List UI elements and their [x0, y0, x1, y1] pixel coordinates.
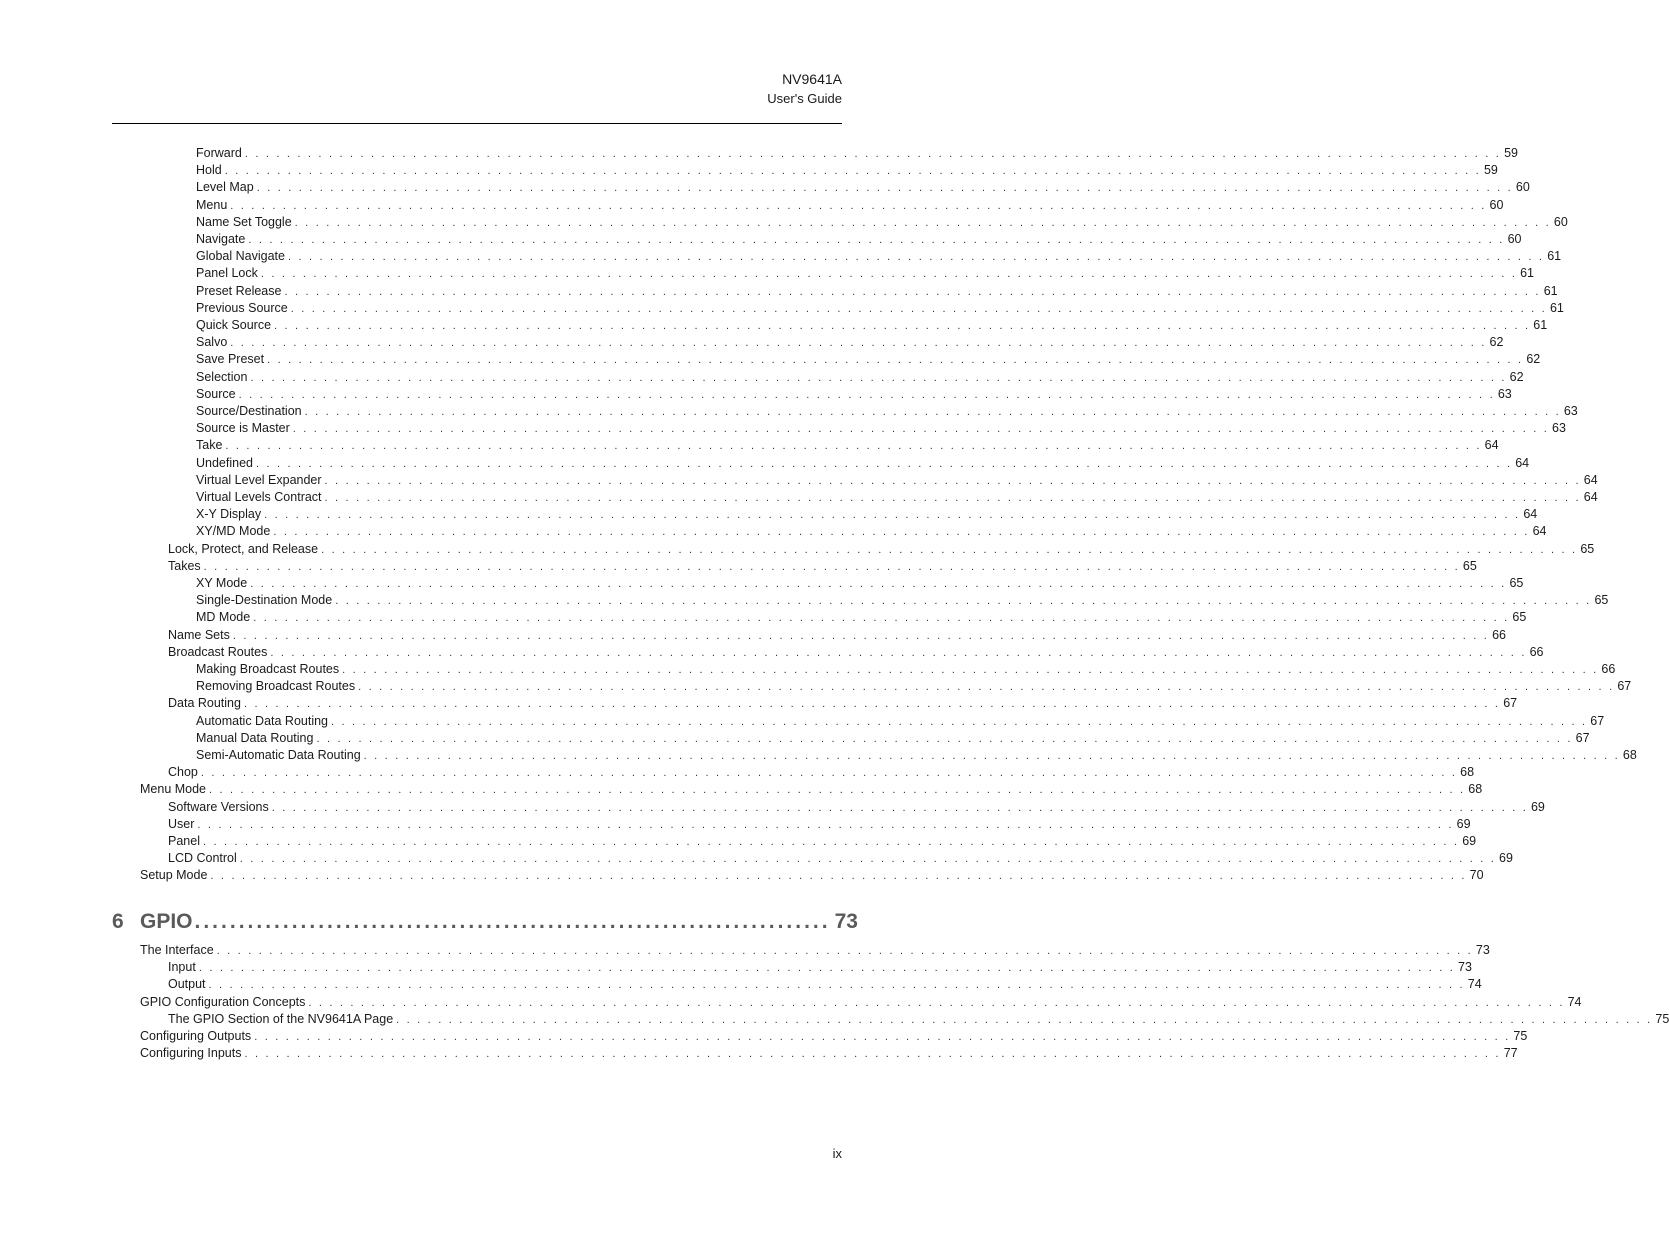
dot-leader: . . . . . . . . . . . . . . . . . . . . . . . . . . . . . . . . . . . . . . . . . . . . . . . . . . . . . . . . . . . . . . . . . . . . . . . . . . . . . . . . . . . . . . . . . . . . . . . . . . . . . . . . . . . . . . . . . . . . . . . .	[260, 268, 1518, 281]
toc-entry-page: 60	[1489, 197, 1504, 212]
document-title: User's Guide	[767, 91, 842, 106]
toc-entry-label: Navigate	[196, 232, 246, 246]
toc-entry-label: Name Sets	[168, 627, 230, 642]
toc-entry-label: XY Mode	[196, 576, 248, 590]
dot-leader: . . . . . . . . . . . . . . . . . . . . . . . . . . . . . . . . . . . . . . . . . . . . . . . . . . . . . . . . . . . . . . . . . . . . . . . . . . . . . . . . . . . . . . . . . . . . . . . . . . . . . . . . . . . . . . . . . . . . . . . .	[198, 962, 1456, 975]
dot-leader: . . . . . . . . . . . . . . . . . . . . . . . . . . . . . . . . . . . . . . . . . . . . . . . . . . . . . . . . . . . . . . . . . . . . . . . . . . . . . . . . . . . . . . . . . . . . . . . . . . . . . . . . . . . . . . . . . . . . . . . .	[363, 750, 1620, 762]
toc-entry-page: 60	[1553, 214, 1568, 229]
toc-entry[interactable]	[196, 214, 1568, 231]
toc-entry-label: The Interface	[140, 943, 214, 957]
toc-entry[interactable]	[196, 523, 1547, 540]
toc-entry[interactable]	[196, 231, 1522, 248]
toc-entry[interactable]	[196, 265, 1534, 282]
dot-leader: . . . . . . . . . . . . . . . . . . . . . . . . . . . . . . . . . . . . . . . . . . . . . . . . . . . . . . . . . . . . . . . . . . . . . . . . . . . . . . . . . . . . . . . . . . . . . . . . . . . . . . . . . . . . . . . . . . . . . . . .	[197, 818, 1454, 831]
toc-entry-page: 67	[1503, 696, 1518, 711]
toc-entry-label: Name Set Toggle	[196, 214, 292, 229]
dot-leader: . . . . . . . . . . . . . . . . . . . . . . . . . . . . . . . . . . . . . . . . . . . . . . . . . . . . . . . . . . . . . . . . . . . . . . . . . . . . . . . . . . . . . . . . . . . . . . . . . . . . . . . . . . . . . . . . . . . . . . . .	[243, 698, 1501, 711]
dot-leader: . . . . . . . . . . . . . . . . . . . . . . . . . . . . . . . . . . . . . . . . . . . . . . . . . . . . . . . . . . . . . . . . . . . . . . . . . . . . . . . . . . . . . . . . . . . . . . . . . . . . . . . . . . . . . . . . . . . . . . . .	[210, 870, 1467, 883]
dot-leader: . . . . . . . . . . . . . . . . . . . . . . . . . . . . . . . . . . . . . . . . . . . . . . . . . . . . . . . . . . . . . . . . . . . . . . . . . . . . . . . . . . . . . . . . . . . . . . . . . . . . . . . . . . . . . . . . . . . . . . . .	[321, 543, 1578, 556]
toc-entry[interactable]	[140, 994, 1582, 1011]
toc-entry-label: Automatic Data Routing	[196, 713, 329, 728]
toc-entry-label: Virtual Level Expander	[196, 472, 322, 487]
toc-entry[interactable]	[196, 420, 1566, 437]
toc-entry[interactable]	[196, 317, 1548, 334]
toc-entry-page: 66	[1601, 662, 1616, 676]
toc-entry[interactable]	[196, 248, 1562, 265]
toc-entry-page: 64	[1515, 455, 1530, 470]
toc-entry-page: 62	[1526, 352, 1541, 367]
dot-leader: . . . . . . . . . . . . . . . . . . . . . . . . . . . . . . . . . . . . . . . . . . . . . . . . . . . . . . . . . . . . . . . . . . . . . . . . . . . . . . . . . . . . . . . . . . . . . . . . . . . . . . . . . . . . . . . . . . . . . . . .	[331, 715, 1588, 728]
toc-entry[interactable]	[196, 351, 1541, 368]
toc-entry[interactable]	[168, 695, 1518, 712]
toc-entry-page: 61	[1520, 266, 1534, 281]
toc-entry-label: Single-Destination Mode	[196, 593, 333, 608]
toc-entry-label: Semi-Automatic Data Routing	[196, 748, 361, 762]
dot-leader: . . . . . . . . . . . . . . . . . . . . . . . . . . . . . . . . . . . . . . . . . . . . . . . . . . . . . . . . . . . . . . . . . . . . . . . . . . . . . . . . . . . . . . . . . . . . . . . . . . . . . . . . . . . . . . . . . . . . . . . .	[287, 251, 1545, 264]
toc-entry-label: Lock, Protect, and Release	[168, 541, 319, 556]
toc-entry-label: Source is Master	[196, 421, 290, 436]
toc-entry[interactable]	[196, 609, 1527, 626]
toc-entry-page: 70	[1469, 868, 1484, 883]
toc-entry-label: Preset Release	[196, 283, 282, 298]
toc-entry-page: 65	[1509, 576, 1524, 590]
toc-entry[interactable]	[140, 781, 1483, 798]
running-header	[767, 70, 842, 108]
toc-entry[interactable]	[196, 678, 1632, 695]
dot-leader: . . . . . . . . . . . . . . . . . . . . . . . . . . . . . . . . . . . . . . . . . . . . . . . . . . . . . . . . . . . . . . . . . . . . . . . . . . . . . . . . . . . . . . . . . . . . . . . . . . . . . . . . . . . . . . . . . . . . . . . .	[230, 337, 1487, 350]
toc-entry-label: LCD Control	[168, 851, 237, 866]
product-name: NV9641A	[782, 71, 842, 87]
toc-entry-label: Removing Broadcast Routes	[196, 679, 356, 694]
toc-entry-page: 62	[1489, 335, 1504, 350]
toc-entry-page: 59	[1504, 146, 1518, 160]
dot-leader: . . . . . . . . . . . . . . . . . . . . . . . . . . . . . . . . . . . . . . . . . . . . . . . . . . . . . . . . . . . . . . . . . . . . . . . . . . . . . . . . . . . . . . . . . . . . . . . . . . . . . . . . . . . . . . . . . . . . . . . .	[324, 474, 1581, 487]
dot-leader: . . . . . . . . . . . . . . . . . . . . . . . . . . . . . . . . . . . . . . . . . . . . . . . . . . . . . . . . . . . . . . . . . . . . . . . . . . . . . . . . . . . . . . . . . . . . . . . . . . . . . . . . . . . . . . . . . . . . . . . .	[209, 784, 1466, 797]
toc-entry-page: 68	[1622, 748, 1637, 762]
dot-leader: . . . . . . . . . . . . . . . . . . . . . . . . . . . . . . . . . . . . . . . . . . . . . . . . . . . . . . . . . . . . . . . . . . . . . . . . . . . . . . . . . . . . . . . . . . . . . . . . . . . . . . . . . . . . . . . . . . . . . . . .	[202, 836, 1460, 848]
toc-entry-label: Hold	[196, 163, 222, 178]
toc-entry-label: Menu Mode	[140, 782, 207, 797]
toc-entry[interactable]	[168, 816, 1471, 833]
toc-entry[interactable]	[196, 162, 1498, 179]
toc-entry-label: MD Mode	[196, 610, 251, 625]
dot-leader: . . . . . . . . . . . . . . . . . . . . . . . . . . . . . . . . . . . . . . . . . . . . . . . . . . . . . . . . . . . . . . . . . . . . . . . . . . . . . . . . . . . . . . . . . . . . . . . . . . . . . . . . . . . . . . . . . . . . . . . .	[342, 664, 1599, 676]
toc-entry-label: Global Navigate	[196, 249, 285, 264]
toc-entry-page: 64	[1583, 472, 1598, 487]
toc-entry-page: 65	[1512, 610, 1527, 625]
dot-leader: . . . . . . . . . . . . . . . . . . . . . . . . . . . . . . . . . . . . . . . . . . . . . . . . . . . . . . . . . . . . . . . . . . . . . . . . . . . . . . . . . . . . . . . . . . . . . . . . . . . . . . . . . . . . . . . . . . . . . . . .	[244, 148, 1502, 160]
toc-entry[interactable]	[196, 747, 1637, 764]
toc-entry[interactable]	[196, 575, 1524, 592]
toc-entry-label: Save Preset	[196, 352, 265, 367]
toc-entry-label: Manual Data Routing	[196, 730, 314, 745]
toc-entry-label: Source/Destination	[196, 404, 302, 418]
toc-entry[interactable]	[196, 437, 1499, 454]
toc-entry[interactable]	[196, 369, 1524, 386]
toc-entry[interactable]	[168, 644, 1544, 661]
toc-entry-page: 69	[1456, 816, 1471, 831]
toc-entry-page: 67	[1590, 713, 1605, 728]
toc-entry-label: Data Routing	[168, 696, 241, 711]
toc-entry-page: 63	[1497, 386, 1512, 401]
toc-entry-page: 74	[1567, 994, 1582, 1009]
dot-leader: . . . . . . . . . . . . . . . . . . . . . . . . . . . . . . . . . . . . . . . . . . . . . . . . . . . . . . . . . . . . . . . . . . . . . . . . . . . . . . . . . . . . . . . . . . . . . . . . . . . . . . . . . . . . . . . . . . . . . . . .	[203, 560, 1460, 573]
toc-entry-page: 68	[1460, 765, 1475, 780]
dot-leader: . . . . . . . . . . . . . . . . . . . . . . . . . . . . . . . . . . . . . . . . . . . . . . . . . . . . . . . . . . . . . . . . . . . . . . . . . . . . . . . . . . . . . . . . . . . . . . . . . . . . . . . . . . . . . . . . . . . . . . . .	[200, 767, 1458, 780]
toc-entry[interactable]	[196, 489, 1598, 506]
toc-entry-label: Output	[168, 977, 206, 992]
dot-leader: . . . . . . . . . . . . . . . . . . . . . . . . . . . . . . . . . . . . . . . . . . . . . . . . . . . . . . . . . . . . . . . . . . . . . . . . . . . . . . . . . . . . . . . . . . . . . . . . . . . . . . . . . . . . . . . . . . . . . . . .	[358, 681, 1615, 694]
toc-entry-page: 65	[1580, 541, 1595, 556]
dot-leader: . . . . . . . . . . . . . . . . . . . . . . . . . . . . . . . . . . . . . . . . . . . . . . . . . . . . . . . . . . . . . . . . . . . . . . . . . . . . . . . . . . . . . . . . . . . . . . . . . . . . . . . . . . . . . . . . . . . . . . . .	[225, 440, 1482, 453]
toc-entry[interactable]	[196, 300, 1564, 317]
toc-entry-page: 73	[1475, 943, 1490, 957]
toc-entry[interactable]	[196, 145, 1518, 162]
dot-leader: . . . . . . . . . . . . . . . . . . . . . . . . . . . . . . . . . . . . . . . . . . . . . . . . . . . . . . . . . . . . . . . . . . . . . . . . . . . . . . . . . . . . . . . . . . . . . . . . . . . . . . . . . . . . . . . . . . . . . . . .	[250, 578, 1507, 590]
toc-entry-label: Menu	[196, 197, 228, 212]
toc-entry-page: 67	[1575, 730, 1590, 745]
toc-entry-page: 63	[1552, 421, 1566, 436]
toc-entry[interactable]	[140, 1028, 1528, 1045]
toc-entry[interactable]	[168, 1011, 1669, 1028]
toc-entry[interactable]	[168, 799, 1545, 816]
toc-entry-page: 61	[1547, 249, 1562, 264]
toc-entry-page: 64	[1583, 490, 1598, 504]
toc-entry-label: Takes	[168, 558, 201, 573]
dot-leader: . . . . . . . . . . . . . . . . . . . . . . . . . . . . . . . . . . . . . . . . . . . . . . . . . . . . . . . . . . . . . . . . . . . . . . . . . . . . . . . . . . . . . . . . . . . . . . . . . . . . . . . . . . . . . . . . . . . . . . . .	[292, 423, 1550, 436]
toc-entry[interactable]	[168, 850, 1513, 867]
toc-entry-label: Previous Source	[196, 300, 288, 315]
toc-entry-label: User	[168, 816, 195, 831]
toc-entry-page: 64	[1532, 524, 1547, 539]
toc-entry-page: 60	[1507, 232, 1522, 246]
toc-entry[interactable]	[196, 197, 1504, 214]
toc-entry[interactable]	[196, 506, 1538, 523]
dot-leader: . . . . . . . . . . . . . . . . . . . . . . . . . . . . . . . . . . . . . . . . . . . . . . . . . . . . . . . . . . . . . . . . . . . . . . . . . . . . . . . . . . . . . . . . . . . . . . . . . . . . . . . . . . . . . . . . . . . . . . . .	[290, 302, 1547, 315]
toc-entry-page: 77	[1503, 1046, 1518, 1061]
toc-entry-page: 73	[1458, 960, 1472, 975]
toc-entry-label: Setup Mode	[140, 868, 208, 883]
dot-leader: . . . . . . . . . . . . . . . . . . . . . . . . . . . . . . . . . . . . . . . . . . . . . . . . . . . . . . . . . . . . . . . . . . . . . . . . . . . . . . . . . . . . . . . . . . . . . . . . . . . . . . . . . . . . . . . . . . . . . . . .	[264, 509, 1521, 522]
toc-entry-label: Making Broadcast Routes	[196, 662, 340, 676]
dot-leader: . . . . . . . . . . . . . . . . . . . . . . . . . . . . . . . . . . . . . . . . . . . . . . . . . . . . . . . . . . . . . . . . . . . . . . . . . . . . . . . . . . . . . . . . . . . . . . . . . . . . . . . . . . . . . . . . . . . . . . . .	[256, 457, 1513, 470]
chapter-heading[interactable]	[112, 910, 858, 938]
toc-entry[interactable]	[168, 959, 1472, 976]
toc-entry-page: 65	[1462, 558, 1477, 573]
dot-leader: . . . . . . . . . . . . . . . . . . . . . . . . . . . . . . . . . . . . . . . . . . . . . . . . . . . . . . . . . . . . . . . . . . . . . . . . . . . . . . . . . . . . . . . . . . . . . . . . . . . . . . . . . . . . . . . . . . . . . . . .	[335, 595, 1592, 608]
dot-leader: . . . . . . . . . . . . . . . . . . . . . . . . . . . . . . . . . . . . . . . . . . . . . . . . . . . . . . . . . . . . . . . . . . . . . . . . . . . . . . . . . . . . . . . . . . . . . . . . . . . . . . . . . . . . . . . . . . . . . . . .	[270, 646, 1527, 659]
dot-leader: . . . . . . . . . . . . . . . . . . . . . . . . . . . . . . . . . . . . . . . . . . . . . . . . . . . . . . . . . . . . . . . . . . . . . . . . . . . . . . . . . . . . . . . . . . . . . . . . . . . . . . . . . . . . . . . . . . . . . . . .	[308, 996, 1565, 1009]
toc-entry-page: 67	[1617, 679, 1632, 694]
toc-entry-label: Configuring Outputs	[140, 1029, 252, 1043]
dot-leader: . . . . . . . . . . . . . . . . . . . . . . . . . . . . . . . . . . . . . . . . . . . . . . . . . . . . . . . . . . . . . . . . . . . . . . . . . . . . . . . . . . . . . . . . . . . . . . . . . . . . . . . . . . . . . . . . . . . . . . . .	[239, 853, 1497, 866]
toc-entry[interactable]	[140, 942, 1490, 959]
toc-entry[interactable]	[196, 403, 1578, 420]
toc-entry-page: 69	[1499, 851, 1513, 866]
toc-entry[interactable]	[196, 283, 1558, 300]
toc-entry-page: 64	[1484, 438, 1499, 453]
toc-entry[interactable]	[168, 976, 1482, 993]
chapter-title: GPIO	[140, 910, 193, 933]
toc-entry-page: 69	[1462, 834, 1477, 848]
toc-entry-page: 69	[1530, 799, 1545, 814]
dot-leader: . . . . . . . . . . . . . . . . . . . . . . . . . . . . . . . . . . . . . . . . . . . . . . . . . . . . . . . . . . . . . . . . . . . . . . . . . . . . . . . . . . . . . . . . . . . . . . . . . . . . . . . . . . . . . . . . . . . . . . . .	[253, 612, 1510, 625]
page-folio: ix	[832, 1146, 842, 1161]
toc-entry-label: GPIO Configuration Concepts	[140, 994, 306, 1009]
toc-entry-label: Selection	[196, 369, 248, 384]
toc-entry-label: Panel	[168, 834, 200, 848]
toc-entry-label: Undefined	[196, 455, 253, 470]
header-rule	[112, 123, 842, 124]
toc-entry-page: 62	[1509, 369, 1524, 384]
toc-entry[interactable]	[196, 179, 1530, 196]
toc-entry-label: Forward	[196, 146, 242, 160]
toc-entry-label: Configuring Inputs	[140, 1046, 242, 1061]
toc-entry-page: 61	[1533, 318, 1548, 332]
toc-entry-label: The GPIO Section of the NV9641A Page	[168, 1011, 394, 1026]
toc-entry-label: Source	[196, 386, 236, 401]
toc-entry-page: 75	[1513, 1029, 1528, 1043]
toc-entry-page: 66	[1492, 627, 1506, 642]
toc-entry-label: Level Map	[196, 180, 254, 195]
dot-leader: ........................................................................	[194, 910, 831, 933]
dot-leader: . . . . . . . . . . . . . . . . . . . . . . . . . . . . . . . . . . . . . . . . . . . . . . . . . . . . . . . . . . . . . . . . . . . . . . . . . . . . . . . . . . . . . . . . . . . . . . . . . . . . . . . . . . . . . . . . . . . . . . . .	[294, 216, 1551, 229]
dot-leader: . . . . . . . . . . . . . . . . . . . . . . . . . . . . . . . . . . . . . . . . . . . . . . . . . . . . . . . . . . . . . . . . . . . . . . . . . . . . . . . . . . . . . . . . . . . . . . . . . . . . . . . . . . . . . . . . . . . . . . . .	[250, 371, 1507, 384]
toc-entry[interactable]	[168, 541, 1595, 558]
dot-leader: . . . . . . . . . . . . . . . . . . . . . . . . . . . . . . . . . . . . . . . . . . . . . . . . . . . . . . . . . . . . . . . . . . . . . . . . . . . . . . . . . . . . . . . . . . . . . . . . . . . . . . . . . . . . . . . . . . . . . . . .	[304, 406, 1561, 418]
dot-leader: . . . . . . . . . . . . . . . . . . . . . . . . . . . . . . . . . . . . . . . . . . . . . . . . . . . . . . . . . . . . . . . . . . . . . . . . . . . . . . . . . . . . . . . . . . . . . . . . . . . . . . . . . . . . . . . . . . . . . . . .	[232, 629, 1490, 642]
dot-leader: . . . . . . . . . . . . . . . . . . . . . . . . . . . . . . . . . . . . . . . . . . . . . . . . . . . . . . . . . . . . . . . . . . . . . . . . . . . . . . . . . . . . . . . . . . . . . . . . . . . . . . . . . . . . . . . . . . . . . . . .	[271, 801, 1528, 814]
toc-entry[interactable]	[168, 833, 1477, 850]
toc-entry[interactable]	[196, 472, 1598, 489]
dot-leader: . . . . . . . . . . . . . . . . . . . . . . . . . . . . . . . . . . . . . . . . . . . . . . . . . . . . . . . . . . . . . . . . . . . . . . . . . . . . . . . . . . . . . . . . . . . . . . . . . . . . . . . . . . . . . . . . . . . . . . . .	[274, 320, 1531, 332]
dot-leader: . . . . . . . . . . . . . . . . . . . . . . . . . . . . . . . . . . . . . . . . . . . . . . . . . . . . . . . . . . . . . . . . . . . . . . . . . . . . . . . . . . . . . . . . . . . . . . . . . . . . . . . . . . . . . . . . . . . . . . . .	[273, 526, 1530, 539]
toc-entry[interactable]	[196, 386, 1512, 403]
toc-entry-page: 66	[1529, 644, 1544, 659]
toc-entry-label: Panel Lock	[196, 266, 258, 281]
toc-entry-page: 65	[1594, 593, 1609, 608]
toc-entry-page: 59	[1483, 163, 1498, 178]
dot-leader: . . . . . . . . . . . . . . . . . . . . . . . . . . . . . . . . . . . . . . . . . . . . . . . . . . . . . . . . . . . . . . . . . . . . . . . . . . . . . . . . . . . . . . . . . . . . . . . . . . . . . . . . . . . . . . . . . . . . . . . .	[238, 388, 1495, 401]
dot-leader: . . . . . . . . . . . . . . . . . . . . . . . . . . . . . . . . . . . . . . . . . . . . . . . . . . . . . . . . . . . . . . . . . . . . . . . . . . . . . . . . . . . . . . . . . . . . . . . . . . . . . . . . . . . . . . . . . . . . . . . .	[208, 979, 1465, 992]
dot-leader: . . . . . . . . . . . . . . . . . . . . . . . . . . . . . . . . . . . . . . . . . . . . . . . . . . . . . . . . . . . . . . . . . . . . . . . . . . . . . . . . . . . . . . . . . . . . . . . . . . . . . . . . . . . . . . . . . . . . . . . .	[256, 182, 1513, 195]
toc-entry-label: X-Y Display	[196, 507, 262, 522]
toc-entry-label: Virtual Levels Contract	[196, 490, 322, 504]
toc-entry-label: Take	[196, 438, 223, 453]
dot-leader: . . . . . . . . . . . . . . . . . . . . . . . . . . . . . . . . . . . . . . . . . . . . . . . . . . . . . . . . . . . . . . . . . . . . . . . . . . . . . . . . . . . . . . . . . . . . . . . . . . . . . . . . . . . . . . . . . . . . . . . .	[284, 285, 1541, 298]
toc-entry-label: Input	[168, 960, 196, 975]
toc-entry-label: Chop	[168, 765, 198, 780]
toc-entry[interactable]	[196, 455, 1530, 472]
toc-entry-label: Salvo	[196, 335, 228, 350]
toc-entry-page: 64	[1523, 507, 1538, 522]
dot-leader: . . . . . . . . . . . . . . . . . . . . . . . . . . . . . . . . . . . . . . . . . . . . . . . . . . . . . . . . . . . . . . . . . . . . . . . . . . . . . . . . . . . . . . . . . . . . . . . . . . . . . . . . . . . . . . . . . . . . . . . .	[216, 945, 1473, 957]
toc-entry[interactable]	[196, 730, 1590, 747]
dot-leader: . . . . . . . . . . . . . . . . . . . . . . . . . . . . . . . . . . . . . . . . . . . . . . . . . . . . . . . . . . . . . . . . . . . . . . . . . . . . . . . . . . . . . . . . . . . . . . . . . . . . . . . . . . . . . . . . . . . . . . . .	[244, 1048, 1501, 1061]
dot-leader: . . . . . . . . . . . . . . . . . . . . . . . . . . . . . . . . . . . . . . . . . . . . . . . . . . . . . . . . . . . . . . . . . . . . . . . . . . . . . . . . . . . . . . . . . . . . . . . . . . . . . . . . . . . . . . . . . . . . . . . .	[248, 234, 1505, 246]
toc-entry-label: XY/MD Mode	[196, 524, 271, 539]
toc-entry-page: 74	[1467, 977, 1482, 992]
toc-entry[interactable]	[168, 627, 1506, 644]
dot-leader: . . . . . . . . . . . . . . . . . . . . . . . . . . . . . . . . . . . . . . . . . . . . . . . . . . . . . . . . . . . . . . . . . . . . . . . . . . . . . . . . . . . . . . . . . . . . . . . . . . . . . . . . . . . . . . . . . . . . . . . .	[324, 492, 1581, 504]
dot-leader: . . . . . . . . . . . . . . . . . . . . . . . . . . . . . . . . . . . . . . . . . . . . . . . . . . . . . . . . . . . . . . . . . . . . . . . . . . . . . . . . . . . . . . . . . . . . . . . . . . . . . . . . . . . . . . . . . . . . . . . .	[316, 732, 1573, 745]
toc-entry[interactable]	[196, 661, 1616, 678]
dot-leader: . . . . . . . . . . . . . . . . . . . . . . . . . . . . . . . . . . . . . . . . . . . . . . . . . . . . . . . . . . . . . . . . . . . . . . . . . . . . . . . . . . . . . . . . . . . . . . . . . . . . . . . . . . . . . . . . . . . . . . . .	[230, 199, 1487, 212]
toc-entry[interactable]	[140, 867, 1484, 884]
toc-entry[interactable]	[168, 764, 1475, 781]
dot-leader: . . . . . . . . . . . . . . . . . . . . . . . . . . . . . . . . . . . . . . . . . . . . . . . . . . . . . . . . . . . . . . . . . . . . . . . . . . . . . . . . . . . . . . . . . . . . . . . . . . . . . . . . . . . . . . . . . . . . . . . .	[254, 1031, 1511, 1043]
dot-leader: . . . . . . . . . . . . . . . . . . . . . . . . . . . . . . . . . . . . . . . . . . . . . . . . . . . . . . . . . . . . . . . . . . . . . . . . . . . . . . . . . . . . . . . . . . . . . . . . . . . . . . . . . . . . . . . . . . . . . . . .	[224, 165, 1481, 178]
chapter-number: 6	[112, 910, 124, 933]
toc-entry[interactable]	[168, 558, 1477, 575]
dot-leader: . . . . . . . . . . . . . . . . . . . . . . . . . . . . . . . . . . . . . . . . . . . . . . . . . . . . . . . . . . . . . . . . . . . . . . . . . . . . . . . . . . . . . . . . . . . . . . . . . . . . . . . . . . . . . . . . . . . . . . . .	[267, 354, 1524, 367]
toc-entry-page: 61	[1543, 283, 1558, 298]
toc-entry-page: 68	[1468, 782, 1483, 797]
chapter-page: 73	[834, 910, 858, 933]
toc-entry-label: Software Versions	[168, 799, 269, 814]
toc-entry-page: 61	[1549, 300, 1564, 315]
toc-entry-page: 75	[1655, 1011, 1669, 1026]
toc-entry[interactable]	[196, 334, 1504, 351]
toc-entry-page: 63	[1563, 404, 1578, 418]
toc-entry[interactable]	[196, 713, 1605, 730]
toc-entry[interactable]	[140, 1045, 1518, 1062]
toc-entry-page: 60	[1515, 180, 1530, 195]
toc-entry[interactable]	[196, 592, 1609, 609]
toc-entry-label: Broadcast Routes	[168, 644, 268, 659]
dot-leader: . . . . . . . . . . . . . . . . . . . . . . . . . . . . . . . . . . . . . . . . . . . . . . . . . . . . . . . . . . . . . . . . . . . . . . . . . . . . . . . . . . . . . . . . . . . . . . . . . . . . . . . . . . . . . . . . . . . . . . . .	[396, 1013, 1653, 1026]
toc-entry-label: Quick Source	[196, 318, 272, 332]
